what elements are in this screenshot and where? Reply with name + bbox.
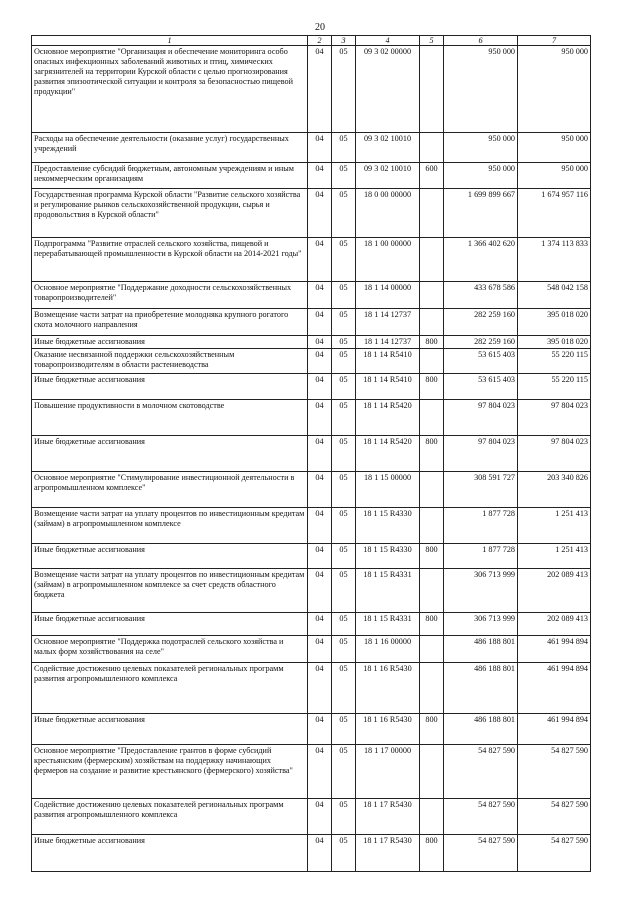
- table-row: [32, 745, 591, 799]
- target-article-code: 18 1 14 R5420: [356, 436, 420, 472]
- amount-first: 54 827 590: [444, 835, 518, 872]
- amount-first: 54 827 590: [444, 745, 518, 799]
- row-name: Иные бюджетные ассигнования: [32, 835, 308, 872]
- target-article-code: 18 1 14 12737: [356, 336, 420, 349]
- expense-type-code: [420, 569, 444, 613]
- section-code: 04: [308, 309, 332, 336]
- column-header: 4: [356, 36, 420, 46]
- row-name: Иные бюджетные ассигнования: [32, 436, 308, 472]
- section-code: 04: [308, 472, 332, 508]
- subsection-code: 05: [332, 663, 356, 714]
- amount-second: 461 994 894: [518, 714, 591, 745]
- amount-first: 308 591 727: [444, 472, 518, 508]
- section-code: 04: [308, 636, 332, 663]
- section-code: 04: [308, 374, 332, 400]
- column-header: 2: [308, 36, 332, 46]
- row-name: Повышение продуктивности в молочном скотоводстве: [32, 400, 308, 436]
- row-name: Основное мероприятие "Стимулирование инвестиционной деятельности в агропромышленном комплексе": [32, 472, 308, 508]
- amount-first: 53 615 403: [444, 374, 518, 400]
- amount-second: 548 042 158: [518, 282, 591, 309]
- table-row: [32, 663, 591, 714]
- target-article-code: 09 3 02 10010: [356, 133, 420, 163]
- table-row: [32, 636, 591, 663]
- table-row: [32, 835, 591, 872]
- table-row: [32, 436, 591, 472]
- table-row: [32, 189, 591, 238]
- expense-type-code: [420, 400, 444, 436]
- row-name: Иные бюджетные ассигнования: [32, 544, 308, 569]
- subsection-code: 05: [332, 46, 356, 133]
- row-name: Основное мероприятие "Организация и обеспечение мониторинга особо опасных инфекционных заболеваний животных и птиц, химических загрязнителей на территории Курской области с целью прогнозирования развития эпизоотической ситуации и контроля за безопасностью пищевой продукции": [32, 46, 308, 133]
- row-name: Иные бюджетные ассигнования: [32, 714, 308, 745]
- table-row: [32, 133, 591, 163]
- section-code: 04: [308, 349, 332, 374]
- table-row: [32, 400, 591, 436]
- target-article-code: 18 1 14 R5420: [356, 400, 420, 436]
- section-code: 04: [308, 336, 332, 349]
- table-row: [32, 472, 591, 508]
- amount-second: 202 089 413: [518, 613, 591, 636]
- target-article-code: 18 1 14 00000: [356, 282, 420, 309]
- page-number: 20: [315, 22, 325, 33]
- amount-first: 54 827 590: [444, 799, 518, 835]
- subsection-code: 05: [332, 745, 356, 799]
- subsection-code: 05: [332, 472, 356, 508]
- expense-type-code: 600: [420, 163, 444, 189]
- section-code: 04: [308, 714, 332, 745]
- table-row: [32, 714, 591, 745]
- target-article-code: 18 0 00 00000: [356, 189, 420, 238]
- amount-second: 461 994 894: [518, 663, 591, 714]
- section-code: 04: [308, 799, 332, 835]
- subsection-code: 05: [332, 508, 356, 544]
- subsection-code: 05: [332, 309, 356, 336]
- row-name: Расходы на обеспечение деятельности (оказание услуг) государственных учреждений: [32, 133, 308, 163]
- amount-first: 282 259 160: [444, 309, 518, 336]
- amount-first: 53 615 403: [444, 349, 518, 374]
- section-code: 04: [308, 508, 332, 544]
- expense-type-code: 800: [420, 714, 444, 745]
- amount-second: 950 000: [518, 163, 591, 189]
- expense-type-code: [420, 309, 444, 336]
- table-row: [32, 163, 591, 189]
- table-row: [32, 508, 591, 544]
- amount-first: 306 713 999: [444, 569, 518, 613]
- amount-second: 203 340 826: [518, 472, 591, 508]
- expense-type-code: [420, 189, 444, 238]
- table-row: [32, 282, 591, 309]
- section-code: 04: [308, 544, 332, 569]
- column-header: 3: [332, 36, 356, 46]
- amount-second: 1 674 957 116: [518, 189, 591, 238]
- amount-second: 1 374 113 833: [518, 238, 591, 282]
- amount-first: 486 188 801: [444, 714, 518, 745]
- amount-first: 97 804 023: [444, 400, 518, 436]
- amount-second: 395 018 020: [518, 309, 591, 336]
- section-code: 04: [308, 835, 332, 872]
- table-row: [32, 238, 591, 282]
- subsection-code: 05: [332, 282, 356, 309]
- amount-second: 97 804 023: [518, 400, 591, 436]
- amount-second: 54 827 590: [518, 799, 591, 835]
- section-code: 04: [308, 238, 332, 282]
- section-code: 04: [308, 46, 332, 133]
- amount-second: 1 251 413: [518, 544, 591, 569]
- expense-type-code: [420, 282, 444, 309]
- section-code: 04: [308, 613, 332, 636]
- expense-type-code: 800: [420, 436, 444, 472]
- amount-first: 1 366 402 620: [444, 238, 518, 282]
- target-article-code: 18 1 15 R4331: [356, 613, 420, 636]
- amount-first: 306 713 999: [444, 613, 518, 636]
- subsection-code: 05: [332, 544, 356, 569]
- amount-second: 461 994 894: [518, 636, 591, 663]
- target-article-code: 18 1 17 R5430: [356, 835, 420, 872]
- subsection-code: 05: [332, 799, 356, 835]
- amount-first: 1 699 899 667: [444, 189, 518, 238]
- expense-type-code: [420, 663, 444, 714]
- row-name: Оказание несвязанной поддержки сельскохозяйственным товаропроизводителям в области растениеводства: [32, 349, 308, 374]
- row-name: Государственная программа Курской области "Развитие сельского хозяйства и регулирование рынков сельскохозяйственной продукции, сырья и продовольствия в Курской области": [32, 189, 308, 238]
- amount-first: 97 804 023: [444, 436, 518, 472]
- expense-type-code: [420, 46, 444, 133]
- expense-type-code: 800: [420, 613, 444, 636]
- subsection-code: 05: [332, 613, 356, 636]
- target-article-code: 18 1 16 00000: [356, 636, 420, 663]
- row-name: Возмещение части затрат на приобретение молодняка крупного рогатого скота молочного направления: [32, 309, 308, 336]
- amount-second: 54 827 590: [518, 835, 591, 872]
- amount-second: 54 827 590: [518, 745, 591, 799]
- target-article-code: 18 1 14 R5410: [356, 349, 420, 374]
- subsection-code: 05: [332, 636, 356, 663]
- table-body: [32, 46, 591, 872]
- table-row: [32, 349, 591, 374]
- column-header: 6: [444, 36, 518, 46]
- table-row: [32, 799, 591, 835]
- section-code: 04: [308, 569, 332, 613]
- row-name: Иные бюджетные ассигнования: [32, 374, 308, 400]
- target-article-code: 18 1 15 R4331: [356, 569, 420, 613]
- expense-type-code: [420, 799, 444, 835]
- expense-type-code: 800: [420, 544, 444, 569]
- row-name: Возмещение части затрат на уплату процентов по инвестиционным кредитам (займам) в агропромышленном комплексе за счет средств областного бюджета: [32, 569, 308, 613]
- section-code: 04: [308, 163, 332, 189]
- target-article-code: 09 3 02 00000: [356, 46, 420, 133]
- target-article-code: 18 1 15 R4330: [356, 544, 420, 569]
- table-row: [32, 569, 591, 613]
- table-row: [32, 544, 591, 569]
- target-article-code: 18 1 17 R5430: [356, 799, 420, 835]
- section-code: 04: [308, 745, 332, 799]
- row-name: Иные бюджетные ассигнования: [32, 336, 308, 349]
- amount-first: 486 188 801: [444, 636, 518, 663]
- subsection-code: 05: [332, 835, 356, 872]
- expense-type-code: [420, 508, 444, 544]
- target-article-code: 18 1 16 R5430: [356, 714, 420, 745]
- amount-first: 1 877 728: [444, 544, 518, 569]
- table-header-row: [32, 36, 591, 46]
- column-header: 1: [32, 36, 308, 46]
- subsection-code: 05: [332, 163, 356, 189]
- target-article-code: 18 1 15 R4330: [356, 508, 420, 544]
- subsection-code: 05: [332, 349, 356, 374]
- amount-first: 433 678 586: [444, 282, 518, 309]
- amount-second: 1 251 413: [518, 508, 591, 544]
- target-article-code: 18 1 00 00000: [356, 238, 420, 282]
- expense-type-code: [420, 238, 444, 282]
- table-row: [32, 336, 591, 349]
- section-code: 04: [308, 400, 332, 436]
- subsection-code: 05: [332, 238, 356, 282]
- subsection-code: 05: [332, 189, 356, 238]
- subsection-code: 05: [332, 374, 356, 400]
- table-row: [32, 613, 591, 636]
- subsection-code: 05: [332, 133, 356, 163]
- table-row: [32, 46, 591, 133]
- expense-type-code: 800: [420, 374, 444, 400]
- amount-second: 202 089 413: [518, 569, 591, 613]
- expense-type-code: [420, 133, 444, 163]
- subsection-code: 05: [332, 436, 356, 472]
- subsection-code: 05: [332, 714, 356, 745]
- section-code: 04: [308, 663, 332, 714]
- expense-type-code: [420, 349, 444, 374]
- row-name: Основное мероприятие "Предоставление грантов в форме субсидий крестьянским (фермерским) хозяйствам на поддержку начинающих фермеров на создание и развитие крестьянского (фермерского) хозяйства": [32, 745, 308, 799]
- amount-second: 97 804 023: [518, 436, 591, 472]
- amount-first: 950 000: [444, 163, 518, 189]
- amount-first: 1 877 728: [444, 508, 518, 544]
- target-article-code: 18 1 15 00000: [356, 472, 420, 508]
- table-row: [32, 309, 591, 336]
- expense-type-code: 800: [420, 835, 444, 872]
- amount-first: 950 000: [444, 46, 518, 133]
- target-article-code: 18 1 16 R5430: [356, 663, 420, 714]
- target-article-code: 18 1 14 R5410: [356, 374, 420, 400]
- amount-first: 950 000: [444, 133, 518, 163]
- expense-type-code: 800: [420, 336, 444, 349]
- expense-type-code: [420, 745, 444, 799]
- row-name: Основное мероприятие "Поддержание доходности сельскохозяйственных товаропроизводителей": [32, 282, 308, 309]
- amount-first: 282 259 160: [444, 336, 518, 349]
- row-name: Подпрограмма "Развитие отраслей сельского хозяйства, пищевой и перерабатывающей промышленности в Курской области на 2014-2021 годы": [32, 238, 308, 282]
- target-article-code: 18 1 14 12737: [356, 309, 420, 336]
- row-name: Содействие достижению целевых показателей региональных программ развития агропромышленного комплекса: [32, 663, 308, 714]
- section-code: 04: [308, 282, 332, 309]
- amount-second: 950 000: [518, 46, 591, 133]
- subsection-code: 05: [332, 336, 356, 349]
- row-name: Возмещение части затрат на уплату процентов по инвестиционным кредитам (займам) в агропромышленном комплексе: [32, 508, 308, 544]
- column-header: 5: [420, 36, 444, 46]
- section-code: 04: [308, 436, 332, 472]
- section-code: 04: [308, 133, 332, 163]
- amount-second: 950 000: [518, 133, 591, 163]
- amount-first: 486 188 801: [444, 663, 518, 714]
- budget-table: [31, 35, 591, 872]
- subsection-code: 05: [332, 400, 356, 436]
- row-name: Иные бюджетные ассигнования: [32, 613, 308, 636]
- subsection-code: 05: [332, 569, 356, 613]
- target-article-code: 09 3 02 10010: [356, 163, 420, 189]
- target-article-code: 18 1 17 00000: [356, 745, 420, 799]
- amount-second: 55 220 115: [518, 349, 591, 374]
- expense-type-code: [420, 472, 444, 508]
- table-row: [32, 374, 591, 400]
- amount-second: 55 220 115: [518, 374, 591, 400]
- expense-type-code: [420, 636, 444, 663]
- row-name: Содействие достижению целевых показателей региональных программ развития агропромышленного комплекса: [32, 799, 308, 835]
- row-name: Предоставление субсидий бюджетным, автономным учреждениям и иным некоммерческим организациям: [32, 163, 308, 189]
- amount-second: 395 018 020: [518, 336, 591, 349]
- row-name: Основное мероприятие "Поддержка подотраслей сельского хозяйства и малых форм хозяйствования на селе": [32, 636, 308, 663]
- section-code: 04: [308, 189, 332, 238]
- column-header: 7: [518, 36, 591, 46]
